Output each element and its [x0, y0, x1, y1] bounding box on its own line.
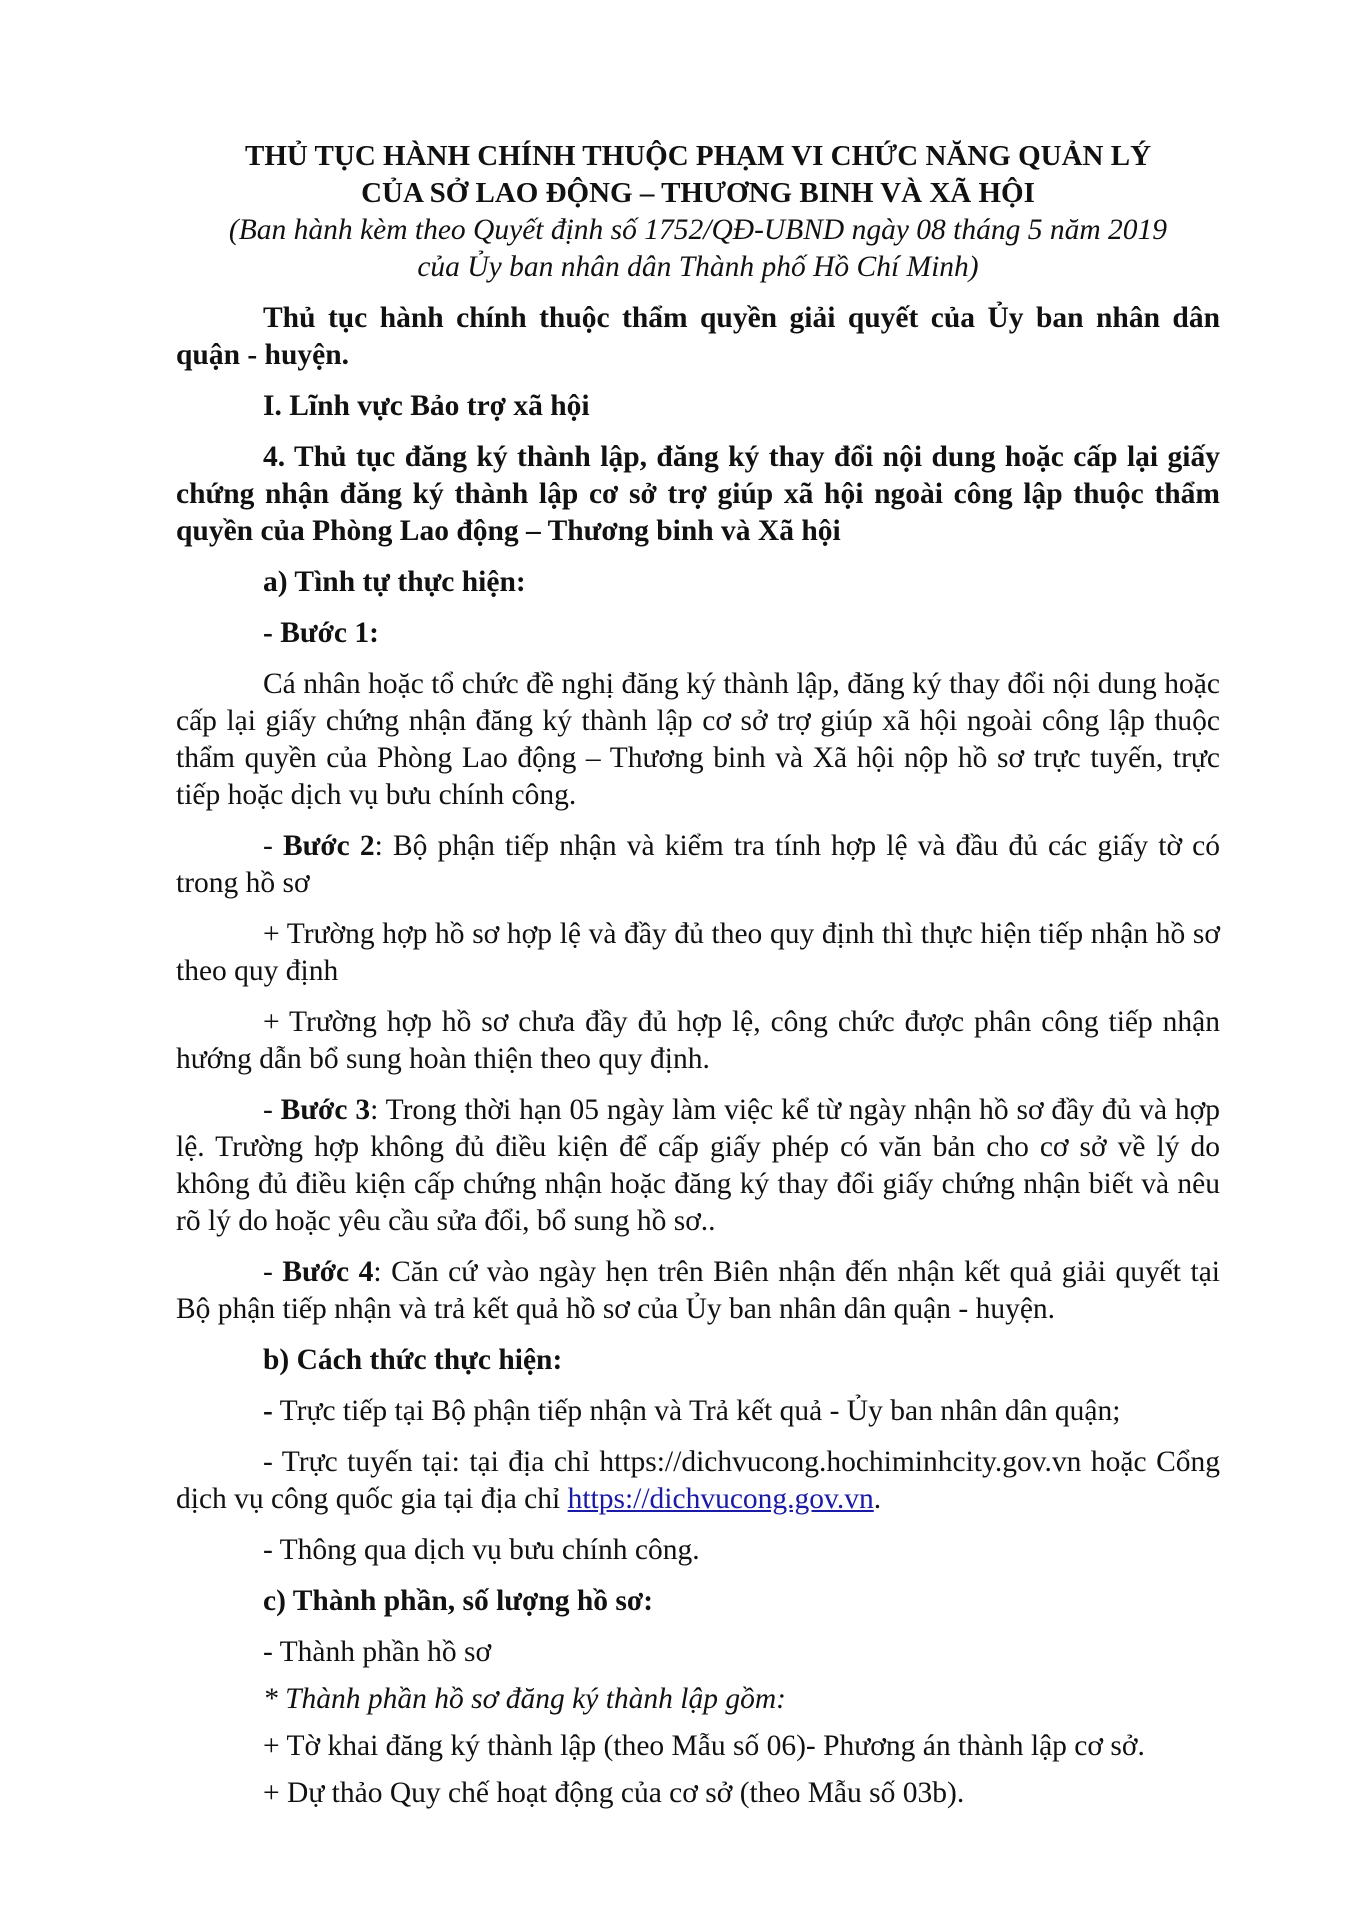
dossier-item-4: + Dự thảo Quy chế hoạt động của cơ sở (theo Mẫu số 03b).	[263, 1777, 965, 1809]
step-1-label: - Bước 1:	[263, 617, 379, 649]
step-3-text: : Trong thời hạn 05 ngày làm việc kể từ ngày nhận hồ sơ đầy đủ và hợp lệ. Trường hợp không đủ điều kiện để cấp giấy phép có văn bản cho cơ sở về lý do không đủ điều kiện cấp chứng nhận hoặc đăng ký thay đổi giấy chứng nhận biết và nêu rõ lý do hoặc yêu cầu sửa đổi, bổ sung hồ sơ..	[176, 1094, 1220, 1237]
subtitle-line-1: (Ban hành kèm theo Quyết định số 1752/QĐ-UBND ngày 08 tháng 5 năm 2019	[228, 214, 1168, 246]
method-item-2-end: .	[873, 1483, 882, 1515]
method-item-2-text: - Trực tuyến tại: tại địa chỉ https://dichvucong.hochiminhcity.gov.vn hoặc Cổng dịch vụ công quốc gia tại địa chỉ	[176, 1446, 1220, 1515]
step-1-text: Cá nhân hoặc tổ chức đề nghị đăng ký thành lập, đăng ký thay đổi nội dung hoặc cấp lại giấy chứng nhận đăng ký thành lập cơ sở trợ giúp xã hội ngoài công lập thuộc thẩm quyền của Phòng Lao động – Thương binh và Xã hội nộp hồ sơ trực tuyến, trực tiếp hoặc dịch vụ bưu chính công.	[176, 668, 1220, 811]
step-2-label: Bước 2	[282, 830, 375, 862]
dossier-item-3: + Tờ khai đăng ký thành lập (theo Mẫu số 06)- Phương án thành lập cơ sở.	[263, 1730, 1145, 1762]
method-item-1-dash: -	[263, 1395, 273, 1427]
method-item-1-text: Trực tiếp tại Bộ phận tiếp nhận và Trả kết quả - Ủy ban nhân dân quận;	[272, 1395, 1121, 1427]
step-2-paragraph	[176, 828, 1220, 902]
subtitle	[176, 212, 1220, 286]
step-2-case-1: + Trường hợp hồ sơ hợp lệ và đầy đủ theo quy định thì thực hiện tiếp nhận hồ sơ theo quy định	[176, 918, 1220, 987]
step-2-case-2: + Trường hợp hồ sơ chưa đầy đủ hợp lệ, công chức được phân công tiếp nhận hướng dẫn bổ sung hoàn thiện theo quy định.	[176, 1006, 1220, 1075]
section-heading: I. Lĩnh vực Bảo trợ xã hội	[263, 390, 590, 422]
step-3-prefix: -	[263, 1094, 281, 1126]
subtitle-line-2: của Ủy ban nhân dân Thành phố Hồ Chí Minh)	[417, 251, 979, 283]
step-3-label: Bước 3	[280, 1094, 371, 1126]
subsection-b-heading: b) Cách thức thực hiện:	[263, 1344, 563, 1376]
step-4-label: Bước 4	[282, 1256, 374, 1288]
step-2-prefix: -	[263, 830, 283, 862]
document-header	[176, 138, 1220, 286]
step-4-text: : Căn cứ vào ngày hẹn trên Biên nhận đến nhận kết quả giải quyết tại Bộ phận tiếp nhận và trả kết quả hồ sơ của Ủy ban nhân dân quận - huyện.	[176, 1256, 1220, 1325]
dichvucong-link[interactable]: https://dichvucong.gov.vn	[567, 1483, 874, 1515]
method-item-1	[176, 1393, 1220, 1430]
intro-paragraph: Thủ tục hành chính thuộc thẩm quyền giải quyết của Ủy ban nhân dân quận - huyện.	[176, 302, 1220, 371]
step-2-text: : Bộ phận tiếp nhận và kiểm tra tính hợp lệ và đầu đủ các giấy tờ có trong hồ sơ	[176, 830, 1221, 899]
title-line-2: CỦA SỞ LAO ĐỘNG – THƯƠNG BINH VÀ XÃ HỘI	[361, 177, 1035, 209]
step-4-paragraph	[176, 1254, 1220, 1328]
method-item-3: - Thông qua dịch vụ bưu chính công.	[263, 1534, 700, 1566]
document-body	[176, 300, 1220, 1812]
subsection-a-heading: a) Tình tự thực hiện:	[263, 566, 526, 598]
step-3-paragraph	[176, 1092, 1220, 1240]
title-line-1: THỦ TỤC HÀNH CHÍNH THUỘC PHẠM VI CHỨC NĂNG QUẢN LÝ	[244, 140, 1152, 172]
dossier-item-1: - Thành phần hồ sơ	[263, 1636, 492, 1668]
procedure-title: 4. Thủ tục đăng ký thành lập, đăng ký thay đổi nội dung hoặc cấp lại giấy chứng nhận đăng ký thành lập cơ sở trợ giúp xã hội ngoài công lập thuộc thẩm quyền của Phòng Lao động – Thương binh và Xã hội	[176, 441, 1220, 547]
dossier-item-2: * Thành phần hồ sơ đăng ký thành lập gồm:	[263, 1683, 786, 1715]
method-item-2	[176, 1444, 1220, 1518]
step-4-prefix: -	[263, 1256, 283, 1288]
subsection-c-heading: c) Thành phần, số lượng hồ sơ:	[263, 1585, 654, 1617]
